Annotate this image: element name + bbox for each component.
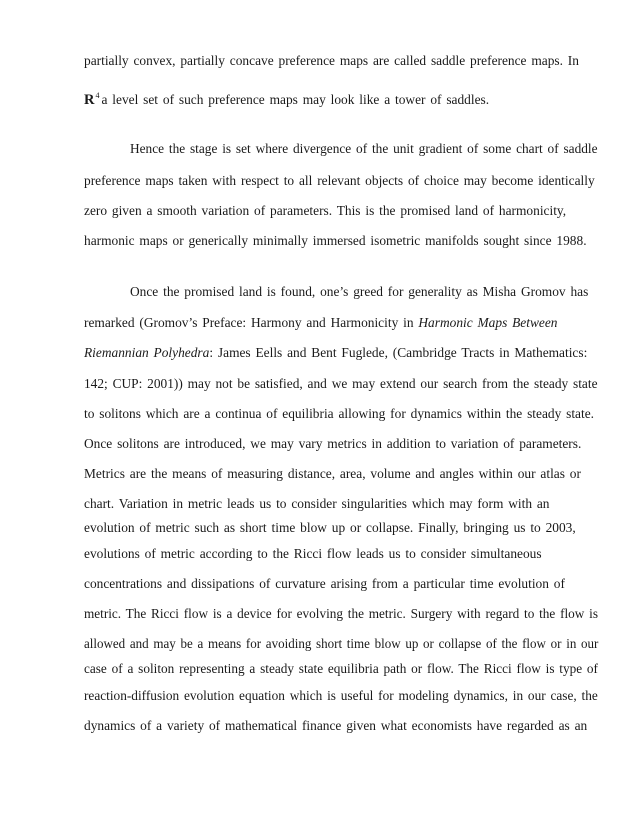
text-line: metric. The Ricci flow is a device for evolving the metric. Surgery with regard to the flow is bbox=[84, 606, 598, 621]
text-line: to solitons which are a continua of equilibria allowing for dynamics within the steady state. bbox=[84, 406, 595, 421]
text-line: Hence the stage is set where divergence of the unit gradient of some chart of saddle bbox=[130, 141, 598, 156]
text-span: a level set of such preference maps may look like a tower of saddles. bbox=[101, 92, 490, 107]
text-line: reaction-diffusion evolution equation which is useful for modeling dynamics, in our case, the bbox=[84, 688, 598, 703]
text-line: Metrics are the means of measuring distance, area, volume and angles within our atlas or bbox=[84, 466, 581, 481]
text-span: remarked (Gromov’s Preface: Harmony and Harmonicity in bbox=[84, 315, 419, 330]
text-line bbox=[84, 88, 489, 108]
text-line: concentrations and dissipations of curvature arising from a particular time evolution of bbox=[84, 576, 565, 591]
text-line: harmonic maps or generically minimally immersed isometric manifolds sought since 1988. bbox=[84, 233, 587, 248]
text-span: : James Eells and Bent Fuglede, (Cambridge Tracts in Mathematics: bbox=[209, 345, 588, 360]
text-line bbox=[84, 315, 558, 331]
text-line: case of a soliton representing a steady state equilibria path or flow. The Ricci flow is type of bbox=[84, 661, 598, 676]
text-line: evolutions of metric according to the Ricci flow leads us to consider simultaneous bbox=[84, 546, 542, 561]
text-line: chart. Variation in metric leads us to consider singularities which may form with an bbox=[84, 496, 550, 511]
text-line: allowed and may be a means for avoiding short time blow up or collapse of the flow or in our bbox=[84, 636, 599, 651]
text-line: Once solitons are introduced, we may vary metrics in addition to variation of parameters. bbox=[84, 436, 582, 451]
book-title: Harmonic Maps Between bbox=[418, 315, 558, 330]
text-line bbox=[84, 345, 587, 361]
text-line: dynamics of a variety of mathematical finance given what economists have regarded as an bbox=[84, 718, 588, 733]
math-symbol-r: R bbox=[84, 92, 95, 108]
text-line: 142; CUP: 2001)) may not be satisfied, and we may extend our search from the steady state bbox=[84, 376, 598, 391]
text-line: partially convex, partially concave preference maps are called saddle preference maps. In bbox=[84, 53, 579, 68]
text-line: zero given a smooth variation of parameters. This is the promised land of harmonicity, bbox=[84, 203, 567, 218]
text-line: Once the promised land is found, one’s greed for generality as Misha Gromov has bbox=[130, 284, 589, 299]
text-line: preference maps taken with respect to all relevant objects of choice may become identically bbox=[84, 173, 595, 188]
math-exponent: 4 bbox=[95, 91, 100, 100]
book-title: Riemannian Polyhedra bbox=[84, 345, 210, 360]
text-line: evolution of metric such as short time blow up or collapse. Finally, bringing us to 2003, bbox=[84, 520, 576, 535]
